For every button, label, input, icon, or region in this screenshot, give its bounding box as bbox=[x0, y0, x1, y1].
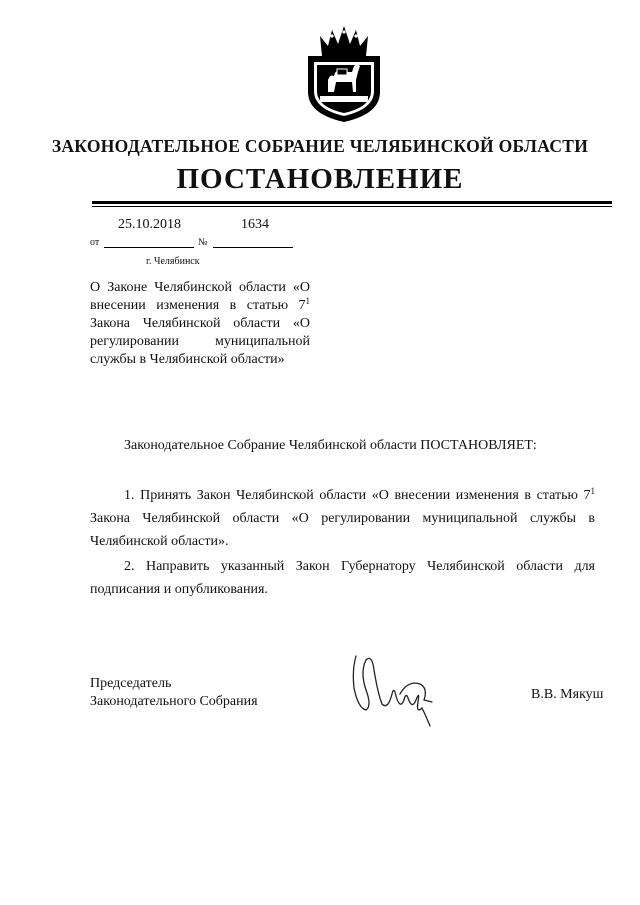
number-underline bbox=[213, 247, 293, 248]
coat-of-arms-icon bbox=[300, 22, 388, 124]
city-label: г. Челябинск bbox=[146, 256, 200, 267]
decree-item-2: 2. Направить указанный Закон Губернатору Челябинской области для подписания и опубликования. bbox=[90, 559, 595, 597]
date-label: от bbox=[90, 237, 100, 248]
organization-name: ЗАКОНОДАТЕЛЬНОЕ СОБРАНИЕ ЧЕЛЯБИНСКОЙ ОБЛАСТИ bbox=[51, 136, 589, 156]
document-type-title: ПОСТАНОВЛЕНИЕ bbox=[176, 163, 464, 195]
decree-statement: Законодательное Собрание Челябинской области ПОСТАНОВЛЯЕТ: bbox=[124, 438, 537, 453]
document-number: 1634 bbox=[241, 217, 269, 232]
signer-position-line-1: Председатель bbox=[90, 676, 172, 691]
number-label: № bbox=[198, 237, 208, 248]
header-divider-thick bbox=[92, 201, 612, 204]
header-divider-thin bbox=[92, 206, 612, 207]
handwritten-signature bbox=[346, 650, 446, 728]
date-underline bbox=[104, 247, 194, 248]
signer-name: В.В. Мякуш bbox=[531, 687, 604, 702]
signer-position bbox=[90, 675, 258, 711]
signer-position-line-2: Законодательного Собрания bbox=[90, 694, 258, 709]
decree-item-1: 1. Принять Закон Челябинской области «О внесении изменения в статью $7^1$ Закона Челябинской области «О регулировании муниципальной службы в Челябинской области». bbox=[90, 486, 595, 549]
document-subject: О Законе Челябинской области «О внесении изменения в статью $7^1$ Закона Челябинской области «О регулировании муниципальной службы в Челябинской области» bbox=[90, 280, 310, 367]
document-date: 25.10.2018 bbox=[118, 217, 181, 232]
